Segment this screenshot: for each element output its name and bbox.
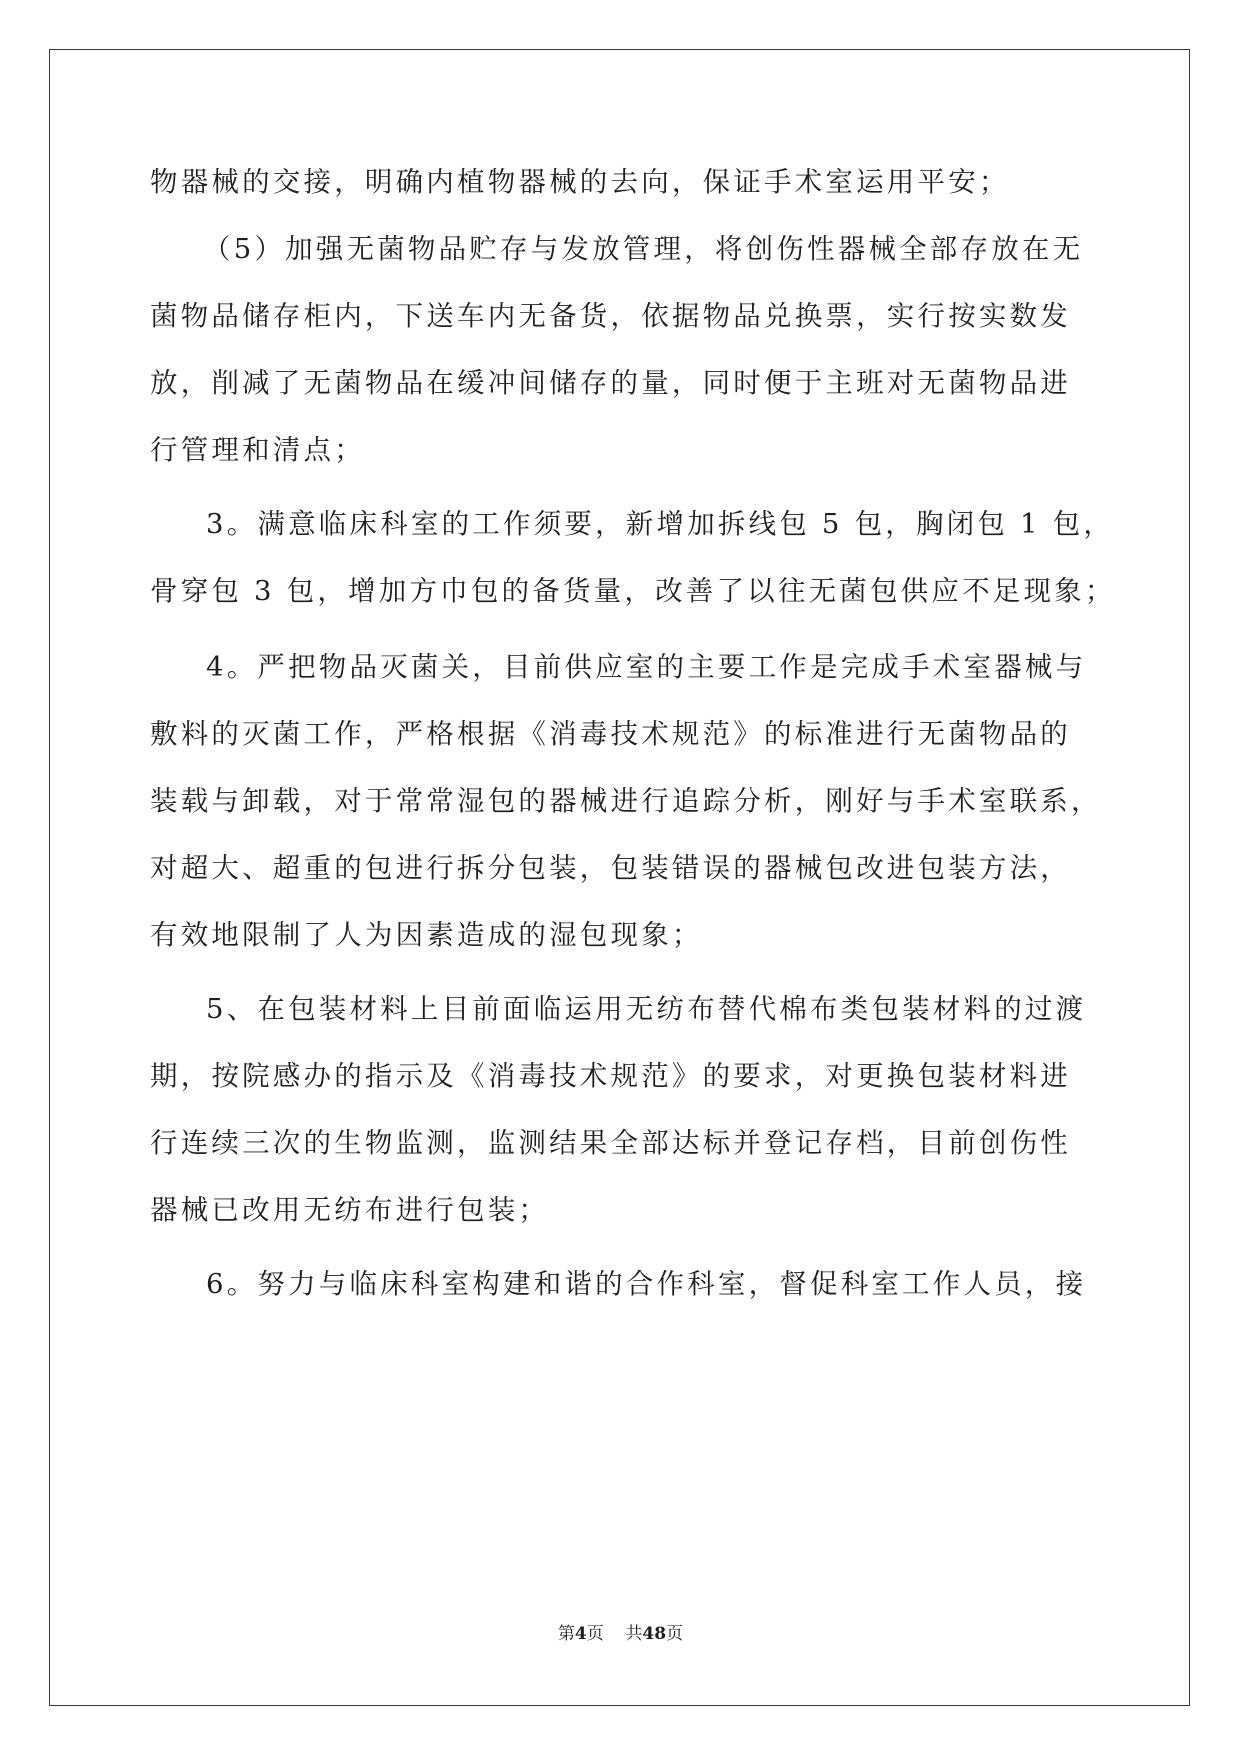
page-number-footer	[0, 1619, 1241, 1644]
text-line: 敷料的灭菌工作，严格根据《消毒技术规范》的标准进行无菌物品的	[150, 718, 1071, 750]
text-line: 对超大、超重的包进行拆分包装，包装错误的器械包改进包装方法，	[150, 852, 1071, 884]
text-line: 行管理和清点；	[150, 434, 365, 466]
current-page-number: 4	[574, 1624, 587, 1644]
text-line: 器械已改用无纺布进行包装；	[150, 1194, 550, 1226]
text-line: 行连续三次的生物监测，监测结果全部达标并登记存档，目前创伤性	[150, 1127, 1071, 1159]
page-label-suffix: 页	[666, 1624, 684, 1644]
text-line: 骨穿包 3 包，增加方巾包的备货量，改善了以往无菌包供应不足现象；	[150, 575, 1116, 607]
text-line: 有效地限制了人为因素造成的湿包现象；	[150, 919, 703, 951]
text-line: 3。满意临床科室的工作须要，新增加拆线包 5 包，胸闭包 1 包，	[206, 508, 1115, 540]
text-line: 期，按院感办的指示及《消毒技术规范》的要求，对更换包装材料进	[150, 1060, 1071, 1092]
text-line: 6。努力与临床科室构建和谐的合作科室，督促科室工作人员，接	[206, 1268, 1087, 1300]
page-label-prefix: 第	[557, 1624, 575, 1644]
text-line: 装载与卸载，对于常常湿包的器械进行追踪分析，刚好与手术室联系，	[150, 785, 1102, 817]
text-line: （5）加强无菌物品贮存与发放管理，将创伤性器械全部存放在无	[203, 233, 1084, 265]
page-label-mid: 页 共	[586, 1624, 643, 1644]
text-line: 放，削减了无菌物品在缓冲间储存的量，同时便于主班对无菌物品进	[150, 367, 1071, 399]
text-line: 物器械的交接，明确内植物器械的去向，保证手术室运用平安；	[150, 166, 1010, 198]
total-page-count: 48	[642, 1624, 667, 1644]
text-line: 菌物品储存柜内，下送车内无备货，依据物品兑换票，实行按实数发	[150, 300, 1071, 332]
text-line: 4。严把物品灭菌关，目前供应室的主要工作是完成手术室器械与	[206, 651, 1087, 683]
text-line: 5、在包装材料上目前面临运用无纺布替代棉布类包装材料的过渡	[206, 993, 1087, 1025]
